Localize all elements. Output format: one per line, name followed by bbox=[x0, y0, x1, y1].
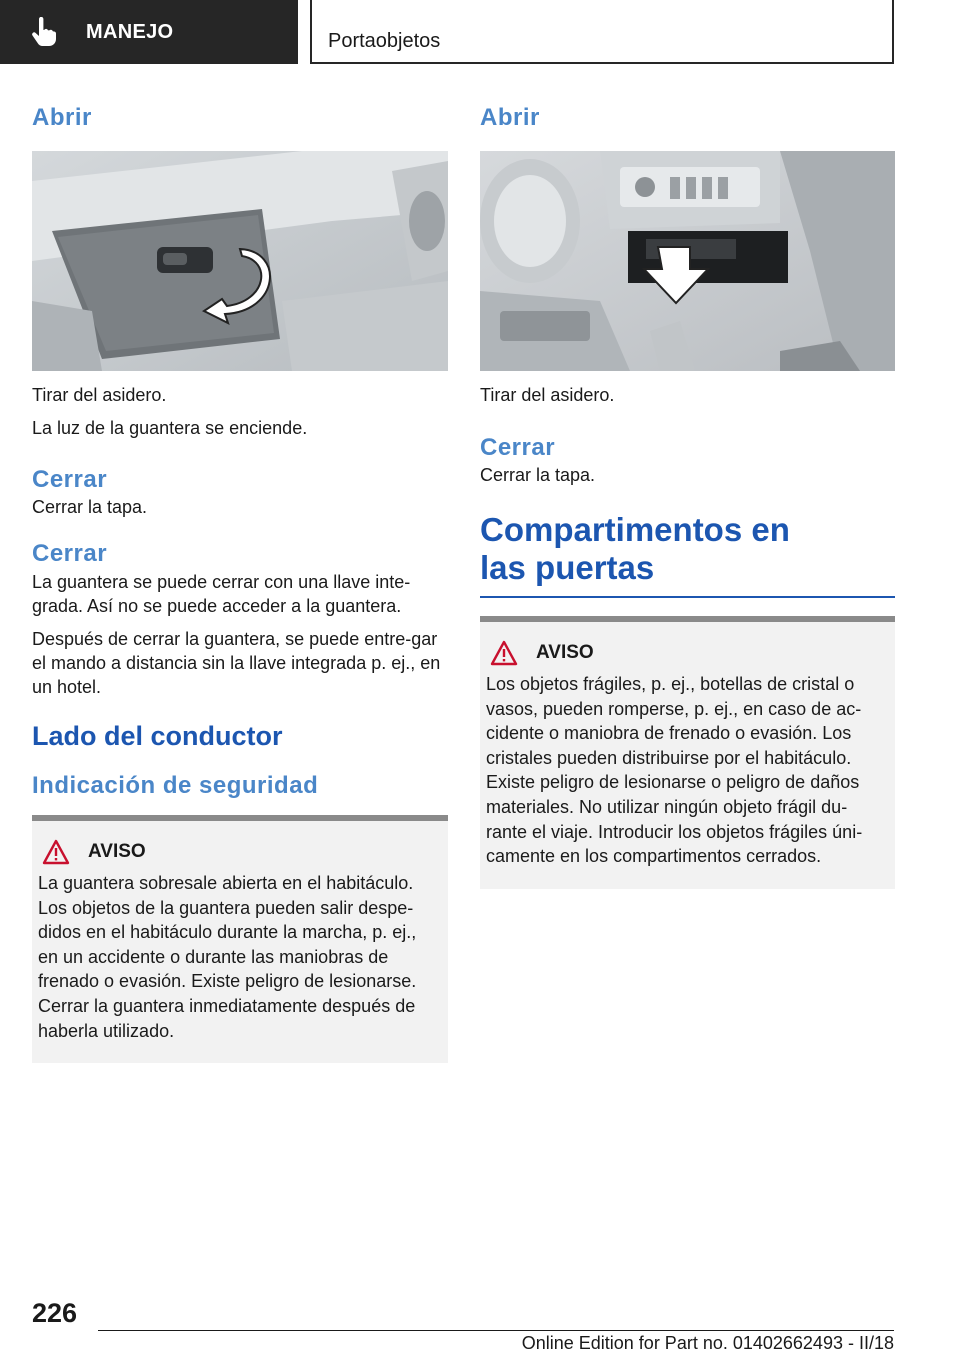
text-cerrar-tapa: Cerrar la tapa. bbox=[480, 465, 596, 485]
heading-cerrar-llave: Cerrar bbox=[32, 540, 108, 567]
warning-triangle-icon bbox=[42, 839, 72, 865]
warning-box bbox=[32, 815, 448, 1063]
footer-rule bbox=[98, 1330, 894, 1331]
warning-box bbox=[480, 616, 895, 889]
warning-label: AVISO bbox=[536, 642, 594, 663]
section-title: MANEJO bbox=[86, 20, 174, 43]
text-cerrar-llave: La guantera se puede cerrar con una llave inte‐grada. Así no se puede acceder a la guantera. bbox=[32, 572, 411, 616]
text-mando-distancia: Después de cerrar la guantera, se puede entre‐gar el mando a distancia sin la llave integrada p. ej., en un hotel. bbox=[32, 629, 441, 697]
breadcrumb: Portaobjetos bbox=[328, 30, 441, 52]
warning-text: La guantera sobresale abierta en el habitáculo. Los objetos de la guantera pueden salir despe‐didos en el habitáculo durante la marcha, p. ej., en un accidente o durante las maniobras de frenado o evasión. Existe peligro de lesionarse. Cerrar la guantera inmediatamente después de haberla utilizado. bbox=[38, 873, 417, 1041]
heading-rule bbox=[480, 596, 895, 598]
warning-label: AVISO bbox=[88, 841, 146, 862]
heading-indicacion: Indicación de seguridad bbox=[32, 772, 319, 799]
breadcrumb-box bbox=[310, 0, 894, 64]
caption-tirar: Tirar del asidero. bbox=[32, 385, 167, 405]
heading-abrir: Abrir bbox=[32, 104, 92, 131]
hand-pointer-icon bbox=[30, 15, 64, 49]
driver-compartment-illustration bbox=[480, 151, 895, 371]
heading-cerrar: Cerrar bbox=[480, 434, 556, 461]
page-number: 226 bbox=[32, 1298, 78, 1328]
driver-compartment-photo bbox=[480, 151, 895, 371]
caption-tirar: Tirar del asidero. bbox=[480, 385, 615, 405]
warning-text: Los objetos frágiles, p. ej., botellas de cristal o vasos, pueden romperse, p. ej., en caso de ac‐cidente o maniobra de frenado o evasión. Los cristales pueden distribuirse por el habitáculo. Existe peligro de lesionarse o peligro de daños materiales. No utilizar ningún objeto frágil du‐rante el viaje. Introducir los objetos frágiles úni‐camente en los compartimentos cerrados. bbox=[486, 674, 863, 867]
heading-lado-conductor: Lado del conductor bbox=[32, 721, 283, 751]
heading-compartimentos: Compartimentos en las puertas bbox=[480, 511, 790, 586]
section-tab bbox=[0, 0, 298, 64]
heading-cerrar: Cerrar bbox=[32, 466, 108, 493]
left-column bbox=[32, 100, 448, 1063]
text-cerrar-tapa: Cerrar la tapa. bbox=[32, 497, 148, 517]
heading-abrir: Abrir bbox=[480, 104, 540, 131]
warning-triangle-icon bbox=[490, 640, 520, 666]
glovebox-photo bbox=[32, 151, 448, 371]
caption-luz: La luz de la guantera se enciende. bbox=[32, 418, 308, 438]
glovebox-illustration bbox=[32, 151, 448, 371]
edition-text: Online Edition for Part no. 01402662493 - II/18 bbox=[521, 1333, 894, 1353]
right-column bbox=[480, 100, 895, 889]
